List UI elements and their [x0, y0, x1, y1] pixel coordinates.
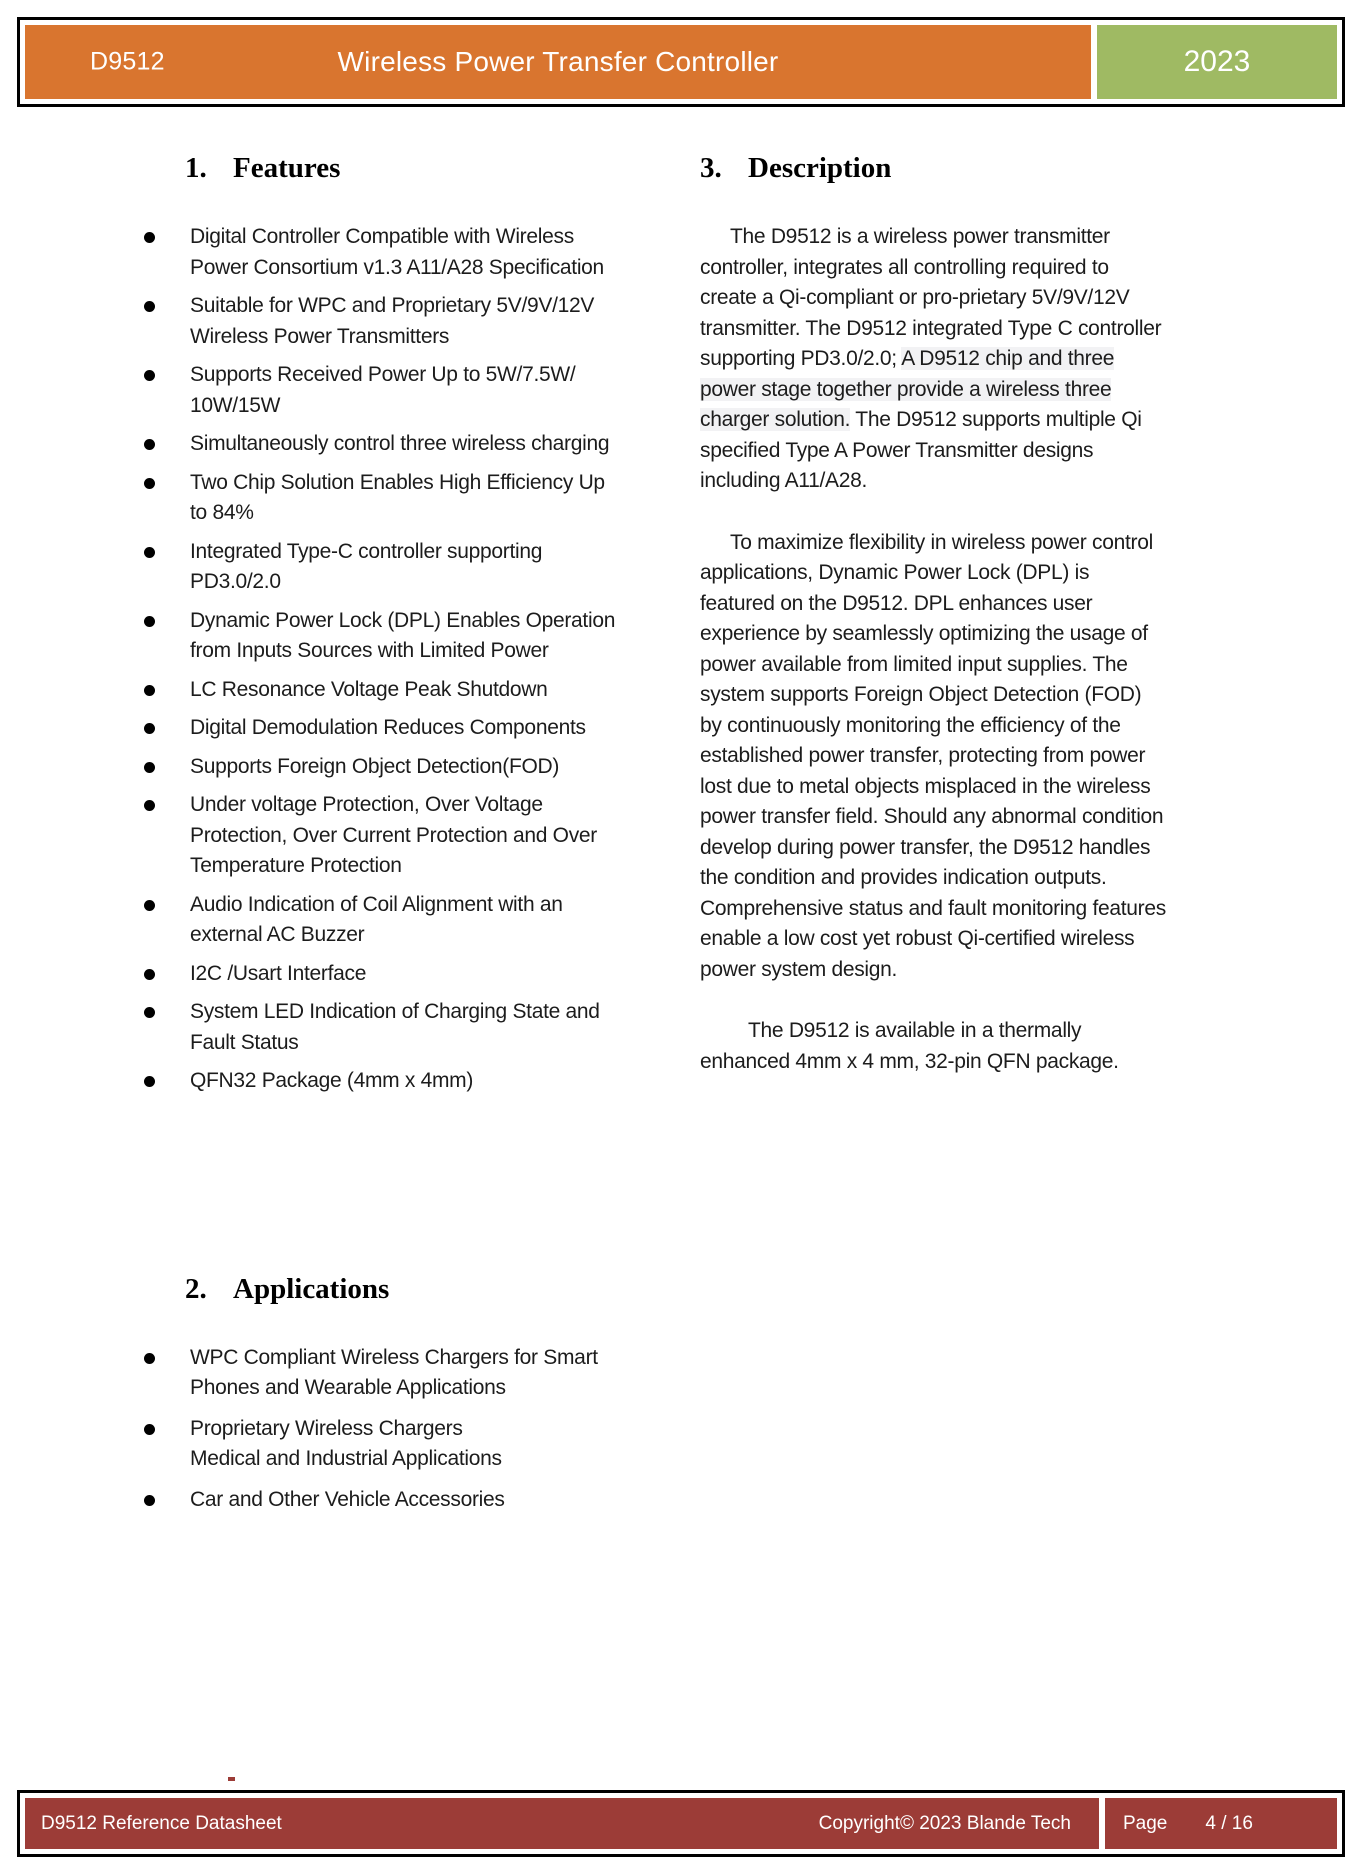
paragraph-text: To maximize flexibility in wireless power control applications, Dynamic Power Lock (DPL) is featured on the D9512. DPL enhances user experience by seamlessly optimizing the usage of power available from limited input supplies. The system supports Foreign Object Detection (FOD) by continuously monitoring the efficiency of the established power transfer, protecting from power lost due to metal objects misplaced in the wireless power transfer field. Should any abnormal condition develop during power transfer, the D9512 handles the condition and provides indication outputs. Comprehensive status and fault monitoring features enable a low cost yet robust Qi-certified wireless power system design. — [700, 530, 1166, 981]
feature-item: LC Resonance Voltage Peak Shutdown — [143, 675, 623, 706]
applications-list — [143, 1343, 623, 1516]
feature-item: Under voltage Protection, Over Voltage Protection, Over Current Protection and Over Temperature Protection — [143, 790, 623, 882]
header-bar — [25, 25, 1091, 99]
application-item: Car and Other Vehicle Accessories — [143, 1485, 623, 1516]
features-section-title: Features — [233, 152, 341, 184]
description-heading — [700, 148, 1168, 188]
paragraph-text: The D9512 is available in a thermally enhanced 4mm x 4 mm, 32-pin QFN package. — [700, 1019, 1119, 1073]
feature-item: Suitable for WPC and Proprietary 5V/9V/12V Wireless Power Transmitters — [143, 291, 623, 352]
feature-item: Two Chip Solution Enables High Efficiency Up to 84% — [143, 468, 623, 529]
feature-item: Digital Controller Compatible with Wireless Power Consortium v1.3 A11/A28 Specification — [143, 222, 623, 283]
highlighted-text: A D9512 chip and three power stage together provide a wireless three charger solution. — [700, 347, 1115, 431]
footer-page-value: 4 / 16 — [1205, 1812, 1253, 1834]
features-section-number: 1. — [185, 152, 207, 184]
description-section-title: Description — [748, 152, 892, 184]
right-column — [700, 148, 1168, 1108]
left-column — [143, 148, 623, 1525]
application-item: Proprietary Wireless Chargers Medical and Industrial Applications — [143, 1414, 623, 1475]
footer-bar — [25, 1798, 1099, 1849]
application-item: WPC Compliant Wireless Chargers for Smart Phones and Wearable Applications — [143, 1343, 623, 1404]
feature-item: I2C /Usart Interface — [143, 959, 623, 990]
header-frame — [17, 17, 1345, 107]
footer-frame — [17, 1790, 1345, 1857]
feature-item: System LED Indication of Charging State and Fault Status — [143, 997, 623, 1058]
applications-section-title: Applications — [233, 1272, 390, 1305]
footer-copyright: Copyright© 2023 Blande Tech — [818, 1812, 1071, 1834]
description-section-number: 3. — [700, 152, 722, 184]
features-heading — [185, 148, 623, 188]
footer-page-box — [1105, 1798, 1337, 1849]
feature-item: QFN32 Package (4mm x 4mm) — [143, 1066, 623, 1097]
feature-item: Supports Foreign Object Detection(FOD) — [143, 752, 623, 783]
feature-item: Supports Received Power Up to 5W/7.5W/ 10W/15W — [143, 360, 623, 421]
feature-item: Integrated Type-C controller supporting PD3.0/2.0 — [143, 537, 623, 598]
description-body — [700, 222, 1168, 1077]
description-paragraph — [700, 1016, 1168, 1077]
year-label: 2023 — [1183, 45, 1251, 78]
page-title: Wireless Power Transfer Controller — [337, 46, 779, 77]
applications-section-number: 2. — [185, 1272, 207, 1305]
part-number: D9512 — [90, 47, 165, 76]
feature-item: Dynamic Power Lock (DPL) Enables Operation from Inputs Sources with Limited Power — [143, 606, 623, 667]
footer-doc-label: D9512 Reference Datasheet — [41, 1812, 282, 1834]
footer-page-label: Page — [1123, 1812, 1168, 1834]
year-box — [1097, 25, 1337, 99]
feature-item: Simultaneously control three wireless charging — [143, 429, 623, 460]
features-list — [143, 222, 623, 1097]
feature-item: Digital Demodulation Reduces Components — [143, 713, 623, 744]
paragraph-text: The D9512 supports multiple Qi specified Type A Power Transmitter designs including A11/A28. — [700, 408, 1142, 492]
applications-heading — [185, 1269, 623, 1309]
paragraph-text: The D9512 is a wireless power transmitter controller, integrates all controlling required to create a Qi-compliant or pro-prietary 5V/9V/12V transmitter. The D9512 integrated Type C controller supporting PD3.0/2.0; — [700, 225, 1162, 370]
feature-item: Audio Indication of Coil Alignment with an external AC Buzzer — [143, 890, 623, 951]
stray-mark — [228, 1777, 235, 1781]
description-paragraph — [700, 528, 1168, 986]
description-paragraph — [700, 222, 1168, 497]
